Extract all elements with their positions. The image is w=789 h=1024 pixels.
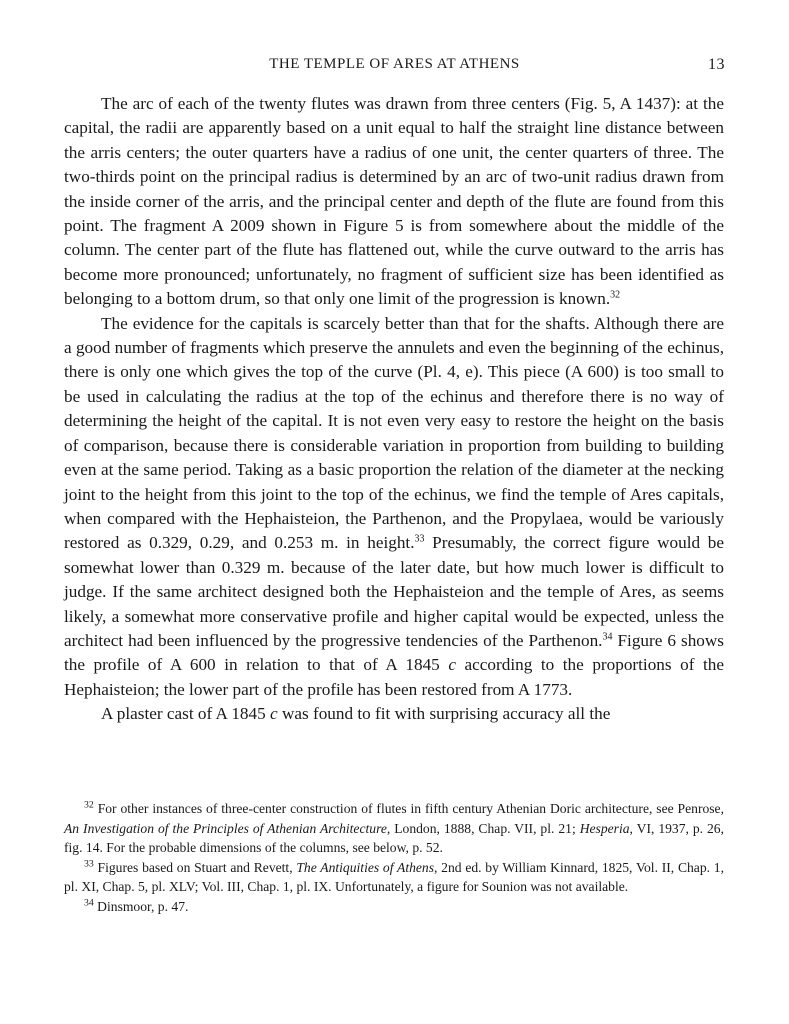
italic-letter: c — [448, 655, 456, 675]
running-title: THE TEMPLE OF ARES AT ATHENS — [269, 56, 520, 72]
paragraph-text: Figure 6 shows the profile of A 600 in relation to that of A 1845 — [64, 630, 724, 675]
footnote-text: For other instances of three-center construction of flutes in fifth century Athenian Doric architecture, see Penrose, — [93, 801, 724, 816]
footnote-ref-34: 34 — [602, 631, 613, 643]
footnotes — [64, 799, 724, 917]
footnote-number: 32 — [84, 799, 94, 811]
running-header — [64, 56, 725, 80]
footnote-34 — [64, 897, 724, 917]
paragraph-text: Presumably, the correct figure would be somewhat lower than 0.329 m. because of the later date, but how much lower is difficult to judge. If the same architect designed both the Hephaisteion and the temple of Ares, as seems likely, a somewhat more conservative profile and higher capital would be expected, unless the architect had been influenced by the progressive tendencies of the Parthenon. — [64, 533, 724, 650]
footnote-33 — [64, 858, 724, 897]
footnote-text: , 2nd ed. by William Kinnard, 1825, Vol. II, Chap. 1, pl. XI, Chap. 5, pl. XLV; Vol. III, Chap. 1, pl. IX. Unfortunately, a figure for Sounion was not available. — [64, 859, 724, 895]
italic-letter: c — [270, 704, 278, 724]
page-number: 13 — [708, 56, 725, 73]
footnote-32 — [64, 799, 724, 858]
footnote-text: , VI, 1937, p. 26, fig. 14. For the probable dimensions of the columns, see below, p. 52. — [64, 820, 725, 856]
paragraph-text: The arc of each of the twenty flutes was drawn from three centers (Fig. 5, A 1437): at the capital, the radii are apparently based on a unit equal to half the straight line distance between the arris centers; the outer quarters have a radius of one unit, the center quarters of three. The two-thirds point on the principal radius is determined by an arc of two-unit radius drawn from the inside corner of the arris, and the principal center and depth of the flute are found from this point. The fragment A 2009 shown in Figure 5 is from somewhere about the middle of the column. The center part of the flute has flattened out, while the curve outward to the arris has become more pronounced; unfortunately, no fragment of sufficient size has been identified as belonging to a bottom drum, so that only one limit of the progression is known. — [64, 94, 724, 309]
footnote-ref-33: 33 — [414, 533, 425, 545]
footnote-text: Figures based on Stuart and Revett, — [93, 859, 297, 875]
paragraph-flutes — [64, 92, 724, 312]
body-text — [64, 92, 724, 727]
footnote-number: 34 — [84, 897, 94, 909]
paragraph-text: A plaster cast of A 1845 — [101, 704, 270, 724]
footnote-text: , London, 1888, Chap. VII, pl. 21; — [386, 820, 580, 836]
footnote-ref-32: 32 — [610, 289, 621, 301]
footnote-title: The Antiquities of Athens — [296, 859, 435, 875]
paragraph-capitals — [64, 312, 724, 703]
paragraph-text: The evidence for the capitals is scarcely better than that for the shafts. Although there are a good number of fragments which preserve the annulets and even the beginning of the echinus, there is only one which gives the top of the curve (Pl. 4, e). This piece (A 600) is too small to be used in calculating the radius at the top of the echinus and therefore there is no way of determining the height of the capital. It is not even very easy to restore the height on the basis of comparison, because there is considerable variation in proportion from building to building even at the same period. Taking as a basic proportion the relation of the diameter at the necking joint to the height from this joint to the top of the echinus, we find the temple of Ares capitals, when compared with the Hephaisteion, the Parthenon, and the Propylaea, would be variously restored as 0.329, 0.29, and 0.253 m. in height. — [64, 313, 724, 553]
paragraph-text: was found to fit with surprising accuracy all the — [277, 704, 611, 724]
footnote-number: 33 — [84, 858, 94, 870]
footnote-title: An Investigation of the Principles of Athenian Architecture — [64, 820, 387, 836]
paragraph-plaster-cast — [64, 702, 724, 726]
paragraph-text: according to the proportions of the Hephaisteion; the lower part of the profile has been restored from A 1773. — [64, 655, 724, 699]
footnote-text: Dinsmoor, p. 47. — [93, 898, 189, 914]
footnote-journal: Hesperia — [579, 820, 630, 836]
